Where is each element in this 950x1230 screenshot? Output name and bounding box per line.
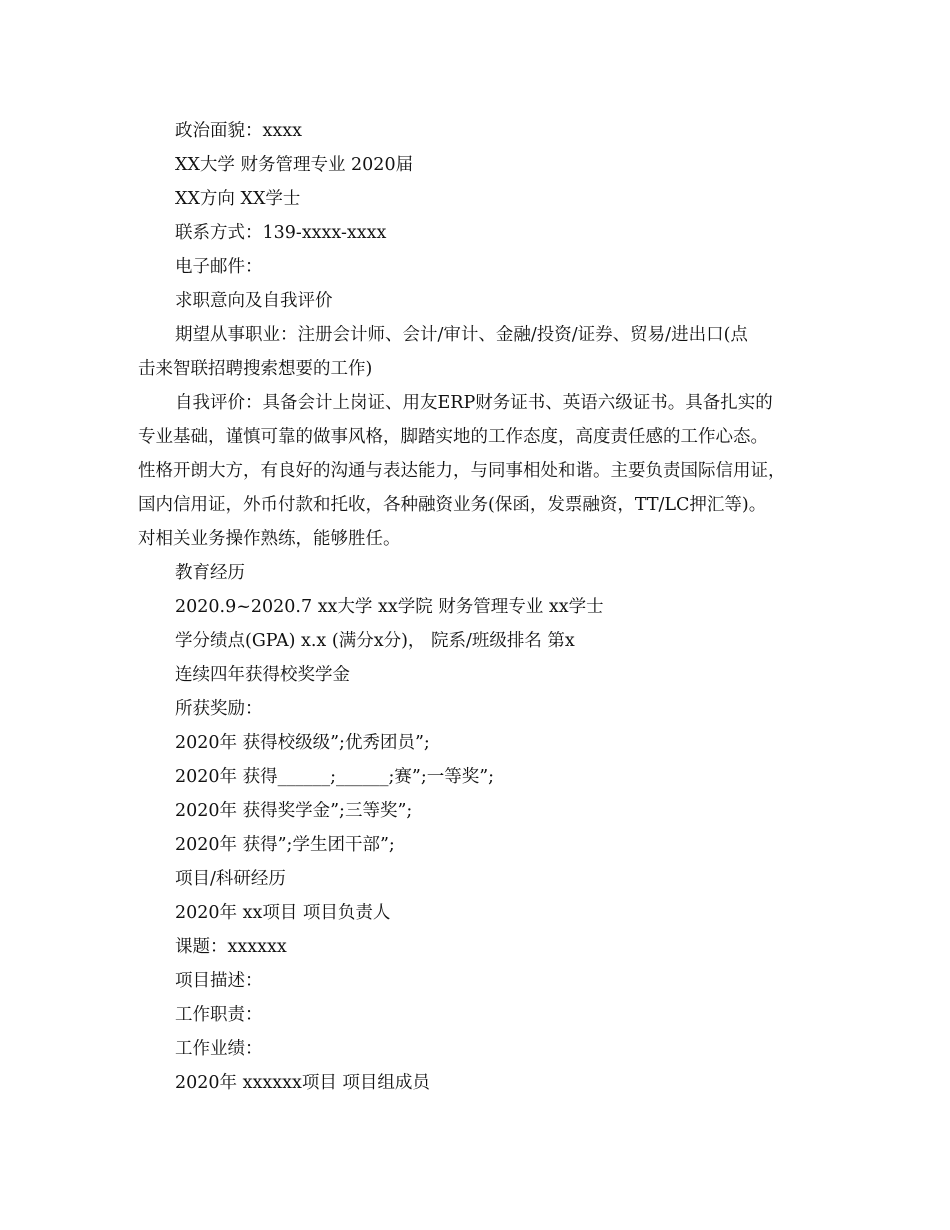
projects-heading: 项目/科研经历 bbox=[175, 869, 286, 889]
resume-content bbox=[138, 114, 814, 1100]
project-topic: 课题：xxxxxx bbox=[175, 937, 287, 957]
education-scholarship: 连续四年获得校奖学金 bbox=[175, 665, 350, 685]
project-1-title: 2020年 xx项目 项目负责人 bbox=[175, 903, 391, 923]
award-item: 2020年 获得”;学生团干部”; bbox=[175, 835, 395, 855]
direction-line: XX方向 XX学士 bbox=[175, 189, 301, 209]
political-status: 政治面貌：xxxx bbox=[175, 121, 302, 141]
award-item: 2020年 获得奖学金”;三等奖”; bbox=[175, 801, 413, 821]
project-2-title: 2020年 xxxxxx项目 项目组成员 bbox=[175, 1073, 430, 1093]
contact-line: 联系方式：139-xxxx-xxxx bbox=[175, 223, 387, 243]
expected-job-line-1: 期望从事职业：注册会计师、会计/审计、金融/投资/证券、贸易/进出口(点 bbox=[175, 325, 748, 345]
education-gpa-line: 学分绩点(GPA) x.x (满分x分)， 院系/班级排名 第x bbox=[175, 631, 575, 651]
self-eval-line-2: 专业基础，谨慎可靠的做事风格，脚踏实地的工作态度，高度责任感的工作心态。 bbox=[138, 427, 768, 447]
education-heading: 教育经历 bbox=[175, 563, 245, 583]
university-line: XX大学 财务管理专业 2020届 bbox=[175, 155, 414, 175]
email-line: 电子邮件： bbox=[175, 257, 263, 277]
award-item: 2020年 获得______;______;赛”;一等奖”; bbox=[175, 767, 495, 787]
awards-heading: 所获奖励： bbox=[175, 699, 263, 719]
job-intent-heading: 求职意向及自我评价 bbox=[175, 291, 333, 311]
education-school-line: 2020.9~2020.7 xx大学 xx学院 财务管理专业 xx学士 bbox=[175, 597, 604, 617]
self-eval-line-3: 性格开朗大方，有良好的沟通与表达能力，与同事相处和谐。主要负责国际信用证， bbox=[138, 461, 786, 481]
self-eval-line-4: 国内信用证，外币付款和托收，各种融资业务(保函，发票融资，TT/LC押汇等)。 bbox=[138, 495, 767, 515]
project-description: 项目描述： bbox=[175, 971, 263, 991]
self-eval-line-1: 自我评价：具备会计上岗证、用友ERP财务证书、英语六级证书。具备扎实的 bbox=[175, 393, 773, 413]
self-eval-line-5: 对相关业务操作熟练，能够胜任。 bbox=[138, 529, 401, 549]
expected-job-line-2: 击来智联招聘搜索想要的工作) bbox=[138, 359, 373, 379]
project-results: 工作业绩： bbox=[175, 1039, 263, 1059]
award-item: 2020年 获得校级级”;优秀团员”; bbox=[175, 733, 430, 753]
project-duties: 工作职责： bbox=[175, 1005, 263, 1025]
